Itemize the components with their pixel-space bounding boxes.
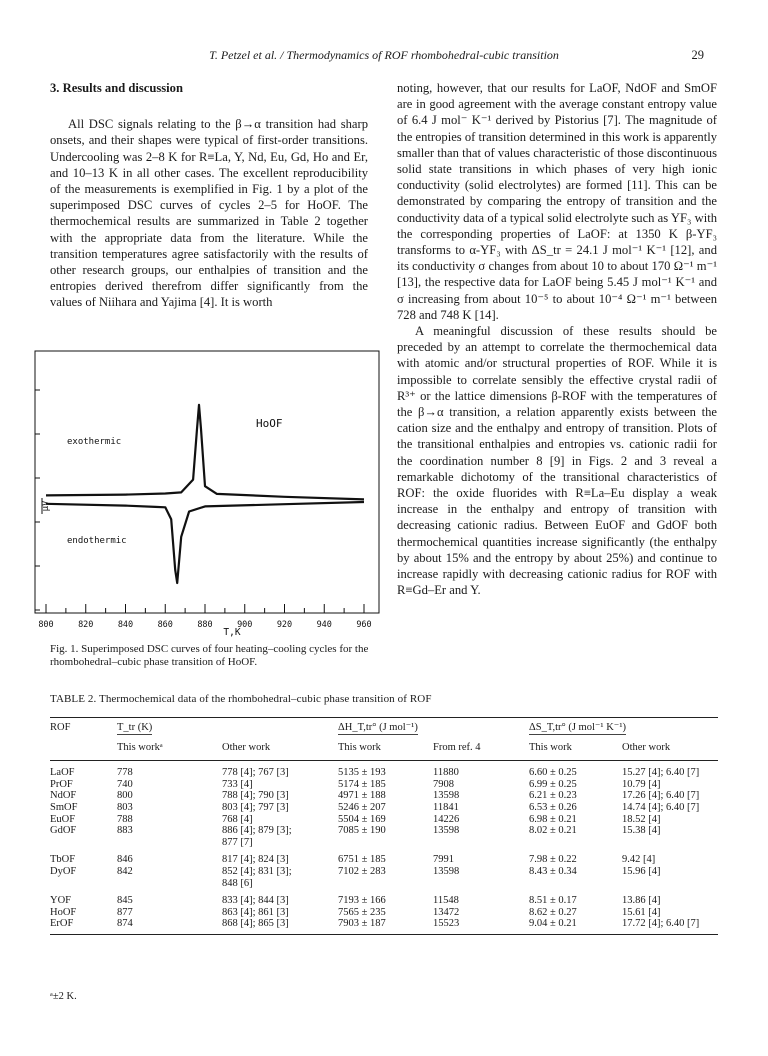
cell-rof: PrOF [50, 778, 73, 790]
thermochemical-table [50, 717, 718, 935]
cell-h-ref4: 11548 [433, 895, 459, 907]
cell-h-ref4: 7991 [433, 854, 454, 866]
cell-s-this: 8.02 ± 0.21 [529, 825, 577, 837]
section-heading: 3. Results and discussion [50, 81, 183, 95]
cell-s-this: 6.98 ± 0.21 [529, 813, 577, 825]
cell-s-other: 10.79 [4] [622, 778, 661, 790]
cell-rof: ErOF [50, 918, 74, 930]
cell-t-other: 803 [4]; 797 [3] [222, 801, 289, 813]
cell-t-this: 846 [117, 854, 133, 866]
cell-h-ref4: 13598 [433, 825, 460, 837]
table-row [50, 790, 718, 802]
cell-s-other: 15.38 [4] [622, 825, 661, 837]
cell-s-other: 17.72 [4]; 6.40 [7] [622, 918, 700, 930]
cell-s-this: 8.51 ± 0.17 [529, 895, 577, 907]
cell-t-other: 733 [4] [222, 778, 253, 790]
cell-t-this: 740 [117, 778, 133, 790]
cell-h-this: 7565 ± 235 [338, 906, 386, 918]
cell-t-other: 778 [4]; 767 [3] [222, 767, 289, 779]
table-row [50, 866, 718, 889]
running-header-title: T. Petzel et al. / Thermodynamics of ROF rhombohedral-cubic transition [209, 48, 559, 62]
x-tick-label: 860 [157, 620, 173, 630]
cell-h-ref4: 13598 [433, 790, 460, 802]
left-column [50, 80, 368, 311]
cell-s-this: 6.99 ± 0.25 [529, 778, 577, 790]
cell-h-ref4: 11880 [433, 767, 459, 779]
right-column [397, 80, 717, 599]
table-row [50, 825, 718, 848]
y-axis-label: μV [41, 500, 51, 512]
cell-t-other: 868 [4]; 865 [3] [222, 918, 289, 930]
subheader: Other work [622, 741, 671, 753]
cell-s-other: 14.74 [4]; 6.40 [7] [622, 801, 700, 813]
cell-t-this: 778 [117, 767, 133, 779]
dsc-figure [34, 350, 380, 637]
cell-s-this: 6.21 ± 0.23 [529, 790, 577, 802]
cell-s-this: 8.43 ± 0.34 [529, 865, 577, 877]
results-paragraph: All DSC signals relating to the β→α transition had sharp onsets, and their shapes were typical of first-order transitions. Undercooling was 2–8 K for R≡La, Y, Nd, Eu, Gd, Ho and Er, and 10–13 K in all other cases. The excellent reproducibility of the measurements is exemplified in Fig. 1 by a plot of the superimposed DSC curves of cycles 2–5 for HoOF. The thermochemical results are summarized in Table 2 together with the appropriate data from the literature. While the transition temperatures agree satisfactorily with the results of other research groups, our enthalpies of transition and the entropies derived therefrom differ significantly from the values of Niihara and Yajima [4]. It is worth [50, 117, 368, 310]
cell-t-other-line1: 852 [4]; 831 [3]; [222, 865, 292, 877]
table-footnote: ᵃ±2 K. [50, 991, 77, 1002]
dsc-curve-heating [46, 405, 364, 500]
cell-t-other: 863 [4]; 861 [3] [222, 906, 289, 918]
cell-s-other: 15.61 [4] [622, 906, 661, 918]
figure-caption: Fig. 1. Superimposed DSC curves of four heating–cooling cycles for the rhombohedral–cubic phase transition of HoOF. [50, 643, 369, 668]
subheader: This workᵃ [117, 741, 163, 753]
x-tick-label: 820 [78, 620, 94, 630]
subheader: Other work [222, 741, 271, 753]
cell-rof: GdOF [50, 825, 77, 837]
header-rof: ROF [50, 722, 71, 733]
cell-rof: HoOF [50, 906, 77, 918]
cell-rof: EuOF [50, 813, 76, 825]
cell-t-this: 877 [117, 906, 133, 918]
table-row [50, 802, 718, 814]
chart-frame [35, 351, 379, 613]
cell-h-this: 7193 ± 166 [338, 895, 386, 907]
cell-h-ref4: 13472 [433, 906, 460, 918]
series-label-hoof: HoOF [256, 417, 283, 430]
cell-h-this: 5135 ± 193 [338, 767, 386, 779]
cell-h-ref4: 15523 [433, 918, 460, 930]
cell-s-other: 15.27 [4]; 6.40 [7] [622, 767, 700, 779]
x-tick-label: 880 [197, 620, 213, 630]
entropy-paragraph: noting, however, that our results for LaOF, NdOF and SmOF are in good agreement with the average constant entropy value of 6.4 J mol⁻ K⁻¹ derived by Pistorius [7]. The magnitude of the entropies of transition determined in this work is apparently smaller than that of values characteristic of those discontinuous solid state transitions in which phases of very high ionic conductivity (solid electrolytes) are formed [11]. This can be demonstrated by comparing the entropy of transition and the conductivity data of a typical solid electrolyte such as YF₃ with the corresponding properties of LaOF: at 1350 K β-YF₃ transforms to α-YF₃ with ΔS_tr = 24.1 J mol⁻¹ K⁻¹ [12], and its conductivity σ changes from about 10 to about 170 Ω⁻¹ m⁻¹ [13], the respective data for LaOF being 5.45 J mol⁻¹ K⁻¹ and σ increasing from about 10⁻⁵ to about 10⁻⁴ Ω⁻¹ m⁻¹ between 728 and 748 K [14]. [397, 81, 718, 322]
endothermic-label: endothermic [67, 536, 127, 546]
cell-h-this: 7903 ± 187 [338, 918, 386, 930]
cell-t-this: 803 [117, 801, 133, 813]
cell-h-ref4: 7908 [433, 778, 454, 790]
cell-h-ref4: 14226 [433, 813, 460, 825]
cell-h-this: 5504 ± 169 [338, 813, 386, 825]
x-tick-label: 800 [38, 620, 54, 630]
cell-h-this: 7102 ± 283 [338, 865, 386, 877]
subheader: This work [529, 741, 572, 753]
cell-h-this: 4971 ± 188 [338, 790, 386, 802]
cell-rof: YOF [50, 895, 72, 907]
cell-t-other: 817 [4]; 824 [3] [222, 854, 289, 866]
cell-h-this: 6751 ± 185 [338, 854, 386, 866]
x-tick-label: 840 [117, 620, 134, 630]
cell-t-other: 833 [4]; 844 [3] [222, 895, 289, 907]
table-row [50, 895, 718, 907]
cell-t-this: 883 [117, 825, 133, 837]
cell-t-this: 874 [117, 918, 133, 930]
cell-t-other [222, 825, 338, 848]
cell-s-this: 8.62 ± 0.27 [529, 906, 577, 918]
discussion-paragraph: A meaningful discussion of these results should be preceded by an attempt to correlate the thermochemical data with atomic and/or structural properties of ROF. While it is impossible to correlate sensibly the effective crystal radii of R³⁺ or the lattice dimensions β-ROF with the temperatures of the β→α transition, a relation apparently exists between the cation size and the enthalpy and entropy of transition. Plots of the transitional enthalpies and entropies vs. cationic radii for the coordination number 8 [9] in Figs. 2 and 3 reveal a remarkable dichotomy of the transitional characteristics of ROF: the oxide fluorides with R≡La–Eu display a weak increase in the enthalpy and entropy of transition with decreasing cationic radius. Between EuOF and GdOF both thermochemical quantities increase significantly (the enthalpy by about 15% and the entropy by about 25%) and continue to increase rapidly with decreasing cationic radius for ROF with R≡Gd–Er and Y. [397, 324, 717, 598]
cell-rof: TbOF [50, 854, 76, 866]
table-row [50, 779, 718, 791]
cell-t-this: 788 [117, 813, 133, 825]
subheader: From ref. 4 [433, 741, 481, 753]
cell-h-this: 5246 ± 207 [338, 801, 386, 813]
cell-t-this: 845 [117, 895, 133, 907]
cell-s-this: 6.60 ± 0.25 [529, 767, 577, 779]
cell-h-this: 7085 ± 190 [338, 825, 386, 837]
cell-t-this: 800 [117, 790, 133, 802]
dsc-chart [34, 350, 380, 637]
header-entropy: ΔS_T,tr° (J mol⁻¹ K⁻¹) [529, 722, 626, 733]
cell-s-this: 7.98 ± 0.22 [529, 854, 577, 866]
table-row [50, 814, 718, 826]
header-enthalpy: ΔH_T,tr° (J mol⁻¹) [338, 722, 418, 733]
cell-rof: DyOF [50, 865, 77, 877]
x-tick-label: 960 [356, 620, 372, 630]
header-transition-temp: T_tr (K) [117, 722, 153, 733]
table-row [50, 767, 718, 779]
cell-h-ref4: 11841 [433, 801, 459, 813]
x-tick-label: 940 [316, 620, 332, 630]
cell-t-other: 788 [4]; 790 [3] [222, 790, 289, 802]
cell-t-other [222, 866, 338, 889]
cell-s-this: 6.53 ± 0.26 [529, 801, 577, 813]
exothermic-label: exothermic [67, 437, 122, 447]
cell-h-this: 5174 ± 185 [338, 778, 386, 790]
page-number: 29 [691, 48, 704, 62]
cell-s-other: 15.96 [4] [622, 865, 661, 877]
cell-t-other-line1: 886 [4]; 879 [3]; [222, 825, 292, 837]
cell-h-ref4: 13598 [433, 865, 460, 877]
cell-rof: LaOF [50, 767, 75, 779]
table-row [50, 854, 718, 866]
cell-s-other: 18.52 [4] [622, 813, 661, 825]
cell-s-this: 9.04 ± 0.21 [529, 918, 577, 930]
x-tick-label: 900 [237, 620, 253, 630]
table-row [50, 918, 718, 934]
cell-t-other-line2: 848 [6] [222, 877, 253, 889]
cell-rof: SmOF [50, 801, 78, 813]
cell-t-other-line2: 877 [7] [222, 836, 253, 848]
cell-s-other: 9.42 [4] [622, 854, 656, 866]
cell-t-other: 768 [4] [222, 813, 253, 825]
table-row [50, 907, 718, 919]
x-tick-label: 920 [276, 620, 293, 630]
subheader: This work [338, 741, 381, 753]
cell-s-other: 13.86 [4] [622, 895, 661, 907]
x-axis-label: T,K [223, 627, 241, 637]
cell-t-this: 842 [117, 865, 133, 877]
cell-rof: NdOF [50, 790, 77, 802]
table-caption: TABLE 2. Thermochemical data of the rhombohedral–cubic phase transition of ROF [50, 693, 432, 705]
cell-s-other: 17.26 [4]; 6.40 [7] [622, 790, 700, 802]
